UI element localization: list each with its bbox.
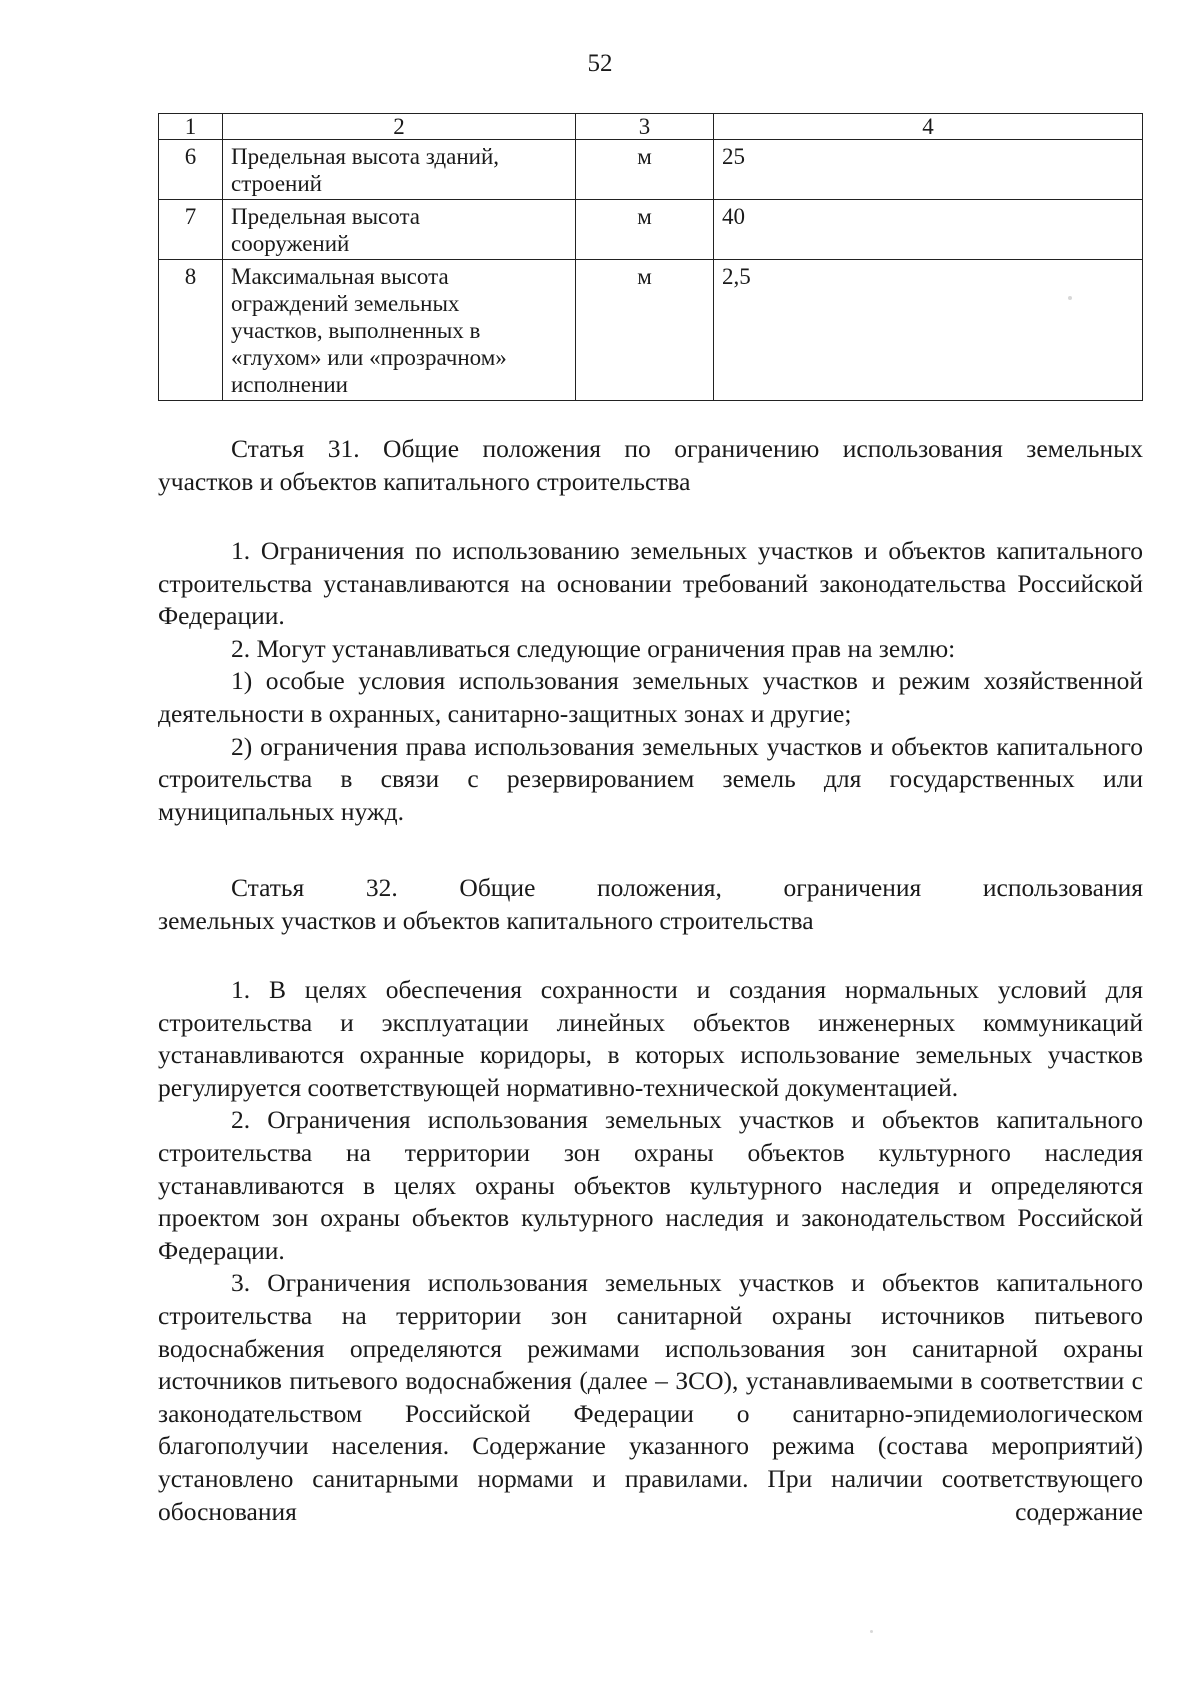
unit-cell: м bbox=[576, 260, 714, 401]
paragraph: 2) ограничения права использования земельных участков и объектов капитального строительства в связи с резервированием земель для государственных или муниципальных нужд. bbox=[158, 731, 1143, 826]
row-number-cell: 7 bbox=[159, 200, 223, 260]
row-number-cell: 6 bbox=[159, 140, 223, 200]
table-header-cell: 2 bbox=[223, 114, 576, 140]
paragraph: 1) особые условия использования земельных участков и режим хозяйственной деятельности в охранных, санитарно-защитных зонах и другие; bbox=[158, 666, 1143, 728]
article-title-line: участков и объектов капитального строительства bbox=[158, 466, 691, 496]
unit-cell: м bbox=[576, 200, 714, 260]
regulations-table bbox=[158, 113, 1143, 401]
parameter-name-line: «глухом» или «прозрачном» bbox=[231, 345, 507, 370]
article-32-heading bbox=[158, 872, 1143, 937]
table-row bbox=[159, 260, 1143, 401]
scan-speck bbox=[870, 1630, 873, 1633]
parameter-name-line: Предельная высота зданий, bbox=[231, 144, 500, 169]
value-cell: 40 bbox=[714, 200, 1143, 260]
article-title-line: Статья 31. Общие положения по ограничению использования земельных bbox=[231, 434, 1143, 463]
paragraph: 2. Ограничения использования земельных участков и объектов капитального строительства на территории зон охраны объектов культурного наследия устанавливаются в целях охраны объектов культурного наследия и определяются проектом зон охраны объектов культурного наследия и законодательством Российской Федерации. bbox=[158, 1105, 1143, 1265]
page-number: 52 bbox=[587, 50, 613, 77]
unit-cell: м bbox=[576, 140, 714, 200]
parameter-name-line: Максимальная высота bbox=[231, 264, 449, 289]
parameter-name-line: Предельная высота bbox=[231, 204, 420, 229]
parameter-name-cell bbox=[223, 140, 576, 200]
parameter-name-cell bbox=[223, 260, 576, 401]
table-header-cell: 1 bbox=[159, 114, 223, 140]
article-31-heading bbox=[158, 433, 1143, 498]
row-number-cell: 8 bbox=[159, 260, 223, 401]
parameter-name-line: участков, выполненных в bbox=[231, 318, 481, 343]
parameter-name-cell bbox=[223, 200, 576, 260]
table-header-cell: 3 bbox=[576, 114, 714, 140]
value-cell: 25 bbox=[714, 140, 1143, 200]
article-31-body bbox=[158, 535, 1143, 828]
paragraph: 1. Ограничения по использованию земельных участков и объектов капитального строительства устанавливаются на основании требований законодательства Российской Федерации. bbox=[158, 536, 1143, 631]
article-title-line: земельных участков и объектов капитального строительства bbox=[158, 905, 814, 935]
paragraph: 3. Ограничения использования земельных участков и объектов капитального строительства на территории зон санитарной охраны источников питьевого водоснабжения определяются режимами использования зон санитарной охраны источников питьевого водоснабжения (далее – ЗСО), устанавливаемыми в соответствии с законодательством Российской Федерации о санитарно-эпидемиологическом благополучии населения. Содержание указанного режима (состава мероприятий) установлено санитарными нормами и правилами. При наличии соответствующего обоснования содержание bbox=[158, 1268, 1143, 1526]
scan-speck bbox=[1068, 296, 1072, 300]
parameter-name-line: сооружений bbox=[231, 231, 350, 256]
value-cell: 2,5 bbox=[714, 260, 1143, 401]
article-32-body bbox=[158, 974, 1143, 1528]
paragraph: 1. В целях обеспечения сохранности и создания нормальных условий для строительства и эксплуатации линейных объектов инженерных коммуникаций устанавливаются охранные коридоры, в которых использование земельных участков регулируется соответствующей нормативно-технической документацией. bbox=[158, 975, 1143, 1102]
parameter-name-line: исполнении bbox=[231, 372, 348, 397]
parameter-name-line: строений bbox=[231, 171, 322, 196]
parameter-name-line: ограждений земельных bbox=[231, 291, 460, 316]
article-title-line: Статья 32. Общие положения, ограничения использования bbox=[231, 873, 1143, 902]
table-row bbox=[159, 200, 1143, 260]
table-header-row bbox=[159, 114, 1143, 140]
table-row bbox=[159, 140, 1143, 200]
table-header-cell: 4 bbox=[714, 114, 1143, 140]
paragraph: 2. Могут устанавливаться следующие ограничения прав на землю: bbox=[231, 633, 956, 663]
